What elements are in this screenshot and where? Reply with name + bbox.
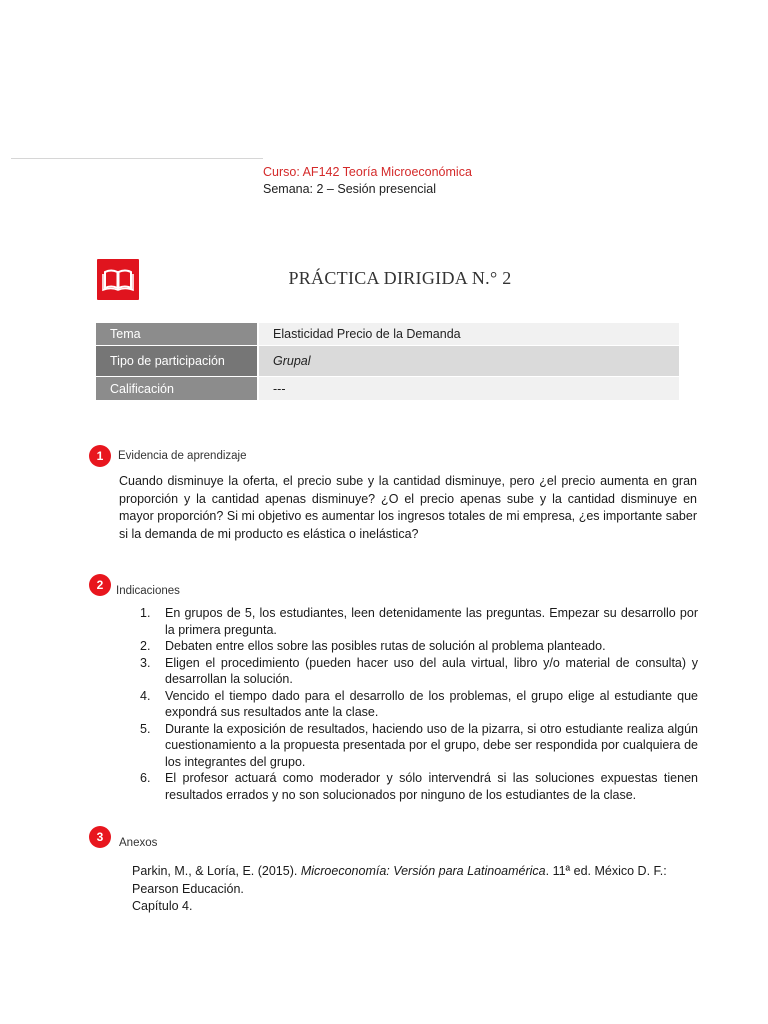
item-text: Eligen el procedimiento (pueden hacer uso del aula virtual, libro y/o material de consulta) y desarrollan la solución. <box>165 655 698 686</box>
page-title: PRÁCTICA DIRIGIDA N.° 2 <box>288 268 512 288</box>
item-text: Vencido el tiempo dado para el desarrollo de los problemas, el grupo elige al estudiante que expondrá sus resultados ante la clase. <box>165 688 698 719</box>
info-label: Calificación <box>96 377 257 400</box>
evidence-paragraph: Cuando disminuye la oferta, el precio sube y la cantidad disminuye, pero ¿el precio aumenta en gran proporción y la cantidad apenas disminuye? ¿O el precio apenas sube y la cantidad disminuye en mayor proporción? Si mi objetivo es aumentar los ingresos totales de mi empresa, ¿es importante saber si la demanda de mi producto es elástica o inelástica? <box>119 474 697 541</box>
item-text: Debaten entre ellos sobre las posibles rutas de solución al problema planteado. <box>165 639 606 653</box>
info-label: Tema <box>96 323 257 345</box>
info-table <box>96 323 679 400</box>
instructions-list <box>140 605 698 803</box>
item-number: 3. <box>140 655 151 670</box>
item-number: 1. <box>140 606 151 620</box>
section-number-badge: 2 <box>89 574 111 596</box>
info-value: --- <box>259 377 679 400</box>
item-text: El profesor actuará como moderador y sólo intervendrá si las soluciones expuestas tienen resultados errados y no son solucionados por ninguno de los estudiantes de la clase. <box>165 771 698 802</box>
reference-chapter: Capítulo 4. <box>132 899 193 913</box>
info-value: Grupal <box>259 346 679 376</box>
reference-entry <box>132 863 702 916</box>
item-text: Durante la exposición de resultados, haciendo uso de la pizarra, si otro estudiante realiza algún cuestionamiento a la propuesta presentada por el grupo, debe ser respondida por cualquiera de los integrantes del grupo. <box>165 721 698 769</box>
item-text: En grupos de 5, los estudiantes, leen detenidamente las preguntas. Empezar su desarrollo por la primera pregunta. <box>165 606 698 637</box>
section-number-badge: 3 <box>89 826 111 848</box>
course-line: Curso: AF142 Teoría Microeconómica <box>263 165 472 179</box>
header-divider <box>11 158 263 159</box>
info-row-calificacion <box>96 377 679 400</box>
section-number-badge: 1 <box>89 445 111 467</box>
reference-title: Microeconomía: Versión para Latinoamérica <box>300 864 546 878</box>
reference-authors: Parkin, M., & Loría, E. (2015). <box>132 864 301 878</box>
info-row-tema <box>96 323 679 345</box>
list-item <box>140 770 698 803</box>
section-heading-indicaciones: Indicaciones <box>116 585 180 597</box>
section-heading-evidencia: Evidencia de aprendizaje <box>118 450 247 462</box>
section-heading-anexos: Anexos <box>119 837 158 849</box>
info-value: Elasticidad Precio de la Demanda <box>259 323 679 345</box>
reference-edition: . 11ª ed. México D. F.: <box>545 864 667 878</box>
list-item <box>140 605 698 638</box>
list-item <box>140 721 698 771</box>
item-number: 6. <box>140 771 151 785</box>
item-number: 2. <box>140 639 151 653</box>
list-item <box>140 655 698 688</box>
reference-publisher: Pearson Educación. <box>132 881 244 896</box>
book-icon <box>97 259 139 300</box>
item-number: 4. <box>140 688 151 703</box>
week-line: Semana: 2 – Sesión presencial <box>263 182 437 196</box>
item-number: 5. <box>140 721 151 736</box>
list-item <box>140 638 698 655</box>
reference-line-1 <box>132 863 702 881</box>
info-row-participacion <box>96 346 679 376</box>
list-item <box>140 688 698 721</box>
info-label: Tipo de participación <box>96 346 257 376</box>
